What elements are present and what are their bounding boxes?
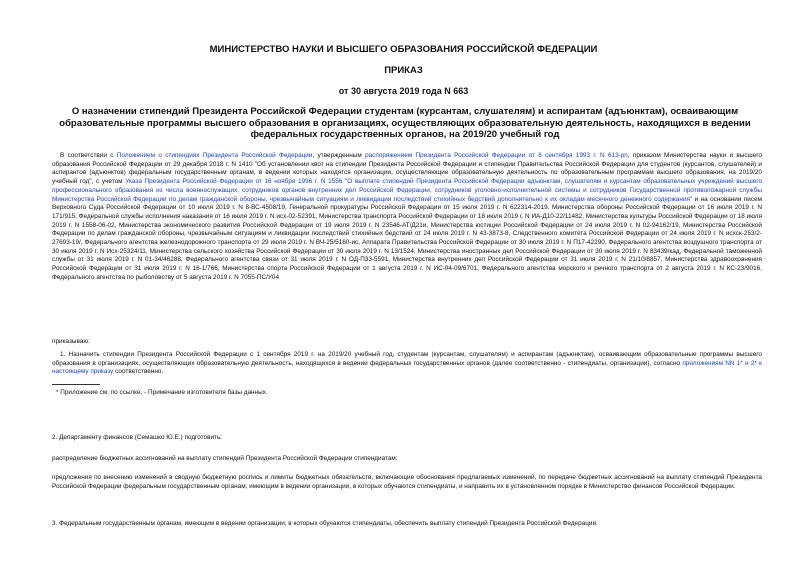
regulation-link[interactable]: Положением о стипендиях Президента Российской Федерации [116, 152, 313, 159]
decree-link[interactable]: Указа Президента Российской Федерации от 16 ноября 1996 г. N 1556 "О выплате стипендий Президента Российской Федерации адъюнктам, слушателям и курсантам образовательных учреждений высшего профессионального образования из числа военнослужащих, сотрудников органов внутренних дел Российской Федерации, сотрудников уголовно-исполнительной системы и сотрудников Государственной противопожарной службы Министерства Российской Федерации по делам гражданской обороны, чрезвычайным ситуациям и ликвидации последствий стихийных бедствий дополнительно к их окладам месячного денежного содержания" [52, 178, 762, 203]
item-2-subitem-b: предложения по внесению изменений в сводную бюджетную роспись и лимиты бюджетных обязательств, включающие обоснования предлагаемых изменений, по передаче бюджетных ассигнований на выплату стипендий Президента Российской Федерации федеральным государственным органам, имеющим в ведении организации, в которых обучаются стипендиаты, и направить их в установленном порядке в Министерство финансов Российской Федерации. [52, 474, 762, 490]
footnote-divider [52, 384, 100, 385]
basis-text: , утвержденным [312, 152, 366, 159]
ministry-name: МИНИСТЕРСТВО НАУКИ И ВЫСШЕГО ОБРАЗОВАНИЯ РОССИЙСКОЙ ФЕДЕРАЦИИ [209, 44, 598, 55]
item-3: 3. Федеральным государственным органам, имеющим в ведении организации, в которых обучаются стипендиаты, обеспечить выплату стипендий Президента Российской Федерации. [52, 520, 598, 527]
item-1 [52, 351, 762, 377]
basis-text: , приказом Министерства науки и высшего образования Российской Федерации от 29 декабря 2018 г. N 1410 "Об установлении квот на стипендии Президента Российской Федерации и стипендии Правительства Российской Федерации для студентов (курсантов, слушателей) и аспирантов (адъюнктов) федеральным государственным органам, в ведении которых находятся организации, осуществляющие образовательную деятельность по образовательным программам высшего образования, на 2019/20 учебный год", с учетом [52, 152, 762, 186]
document-type: ПРИКАЗ [384, 65, 423, 76]
item-2: 2. Департаменту финансов (Семашко Ю.Е.) подготовить: [52, 434, 223, 441]
basis-text: В соответствии с [60, 152, 117, 159]
item-1-text: 1. Назначить стипендии Президента Российской Федерации с 1 сентября 2019 г. на 2019/20 учебный год, студентам (курсантам, слушателям) и аспирантам (адъюнктам), осваивающим образовательные программы высшего образования в организациях, осуществляющих образовательную деятельность, находящихся в ведении федеральных государственных органов (далее соответственно - стипендиаты, организации), согласно [52, 351, 762, 367]
document-date: от 30 августа 2019 года N 663 [338, 86, 469, 96]
basis-text: и на основании писем Верховного Суда Российской Федерации от 10 июля 2019 г. N 8-ВС-4508/19, Генеральной прокуратуры Российской Федерации от 15 июля 2019 г. N 622314-2019, Министерства обороны Российской Федерации от 16 июля 2019 г. N 171/915, Федеральной службы исполнения наказания от 16 июля 2019 г. N исх-02-52391, Министерства транспорта Российской Федерации от 18 июля 2019 г. N ИА-Д10-22/11482, Министерства культуры Российской Федерации от 18 июля 2019 г. N 1558-06-02, Министерства экономического развития Российской Федерации от 19 июля 2019 г. N 23546-АТ/Д21и, Министерства юстиции Российской Федерации от 24 июля 2019 г. N 02-94162/19, Министерства Российской Федерации по делам гражданской обороны, чрезвычайным ситуациям и ликвидации последствий стихийных бедствий от 24 июля 2019 г. N 43-3873-8, Следственного комитета Российской Федерации от 24 июля 2019 г. N исхск-253/2-27693-19/, Федерального агентства железнодорожного транспорта от 29 июля 2019 г. N ВЧ-25/5160-ис, Аппарата Правительства Российской Федерации от 30 июля 2019 г. N П17-42290, Федерального агентства воздушного транспорта от 30 июля 2019 г. N Исх-25324/11, Министерства сельского хозяйства Российской Федерации от 30 июля 2019 г. N 13/1524, Министерства иностранных дел Российской Федерации от 30 июля 2019 г. N 83439/кад, Федеральной таможенной службы от 31 июля 2019 г. N 01-34/46288, Федерального агентства связи от 31 июля 2019 г. N ОД-П33-5591, Министерства внутренних дел Российской Федерации от 31 июля 2019 г. N 21/10/8857, Министерства здравоохранения Российской Федерации от 31 июля 2019 г. N 16-1/766, Министерства спорта Российской Федерации от 1 августа 2019 г. N ИС-04-09/6701, Федерального агентства морского и речного транспорта от 2 августа 2019 г. N КС-23/9016, Федерального агентства по рыболовству от 5 августа 2019 г. N 7055-ПС/У04 [52, 195, 763, 281]
item-1-text: соответственно. [113, 368, 164, 376]
order-link[interactable]: распоряжением Президента Российской Федерации от 6 сентября 1993 г. N 613-рп [365, 152, 628, 159]
basis-paragraph [52, 152, 762, 283]
appendices-link[interactable]: приложениям NN 1* и 2* к настоящему приказу [52, 359, 762, 376]
document-title: О назначении стипендий Президента Российской Федерации студентам (курсантам, слушателям) и аспирантам (адъюнктам), осваивающим образовательные программы высшего образования в организациях, осуществляющих образовательную деятельность, находящихся в ведении федеральных государственных органов, на 2019/20 учебный год [59, 106, 751, 140]
item-2-subitem-a: распределение бюджетных ассигнований на выплату стипендий Президента Российской Федерации стипендиатам; [52, 455, 398, 462]
orders-text: приказываю: [52, 338, 90, 345]
footnote: * Приложение см. по ссылке. - Примечание изготовителя базы данных. [56, 389, 268, 396]
